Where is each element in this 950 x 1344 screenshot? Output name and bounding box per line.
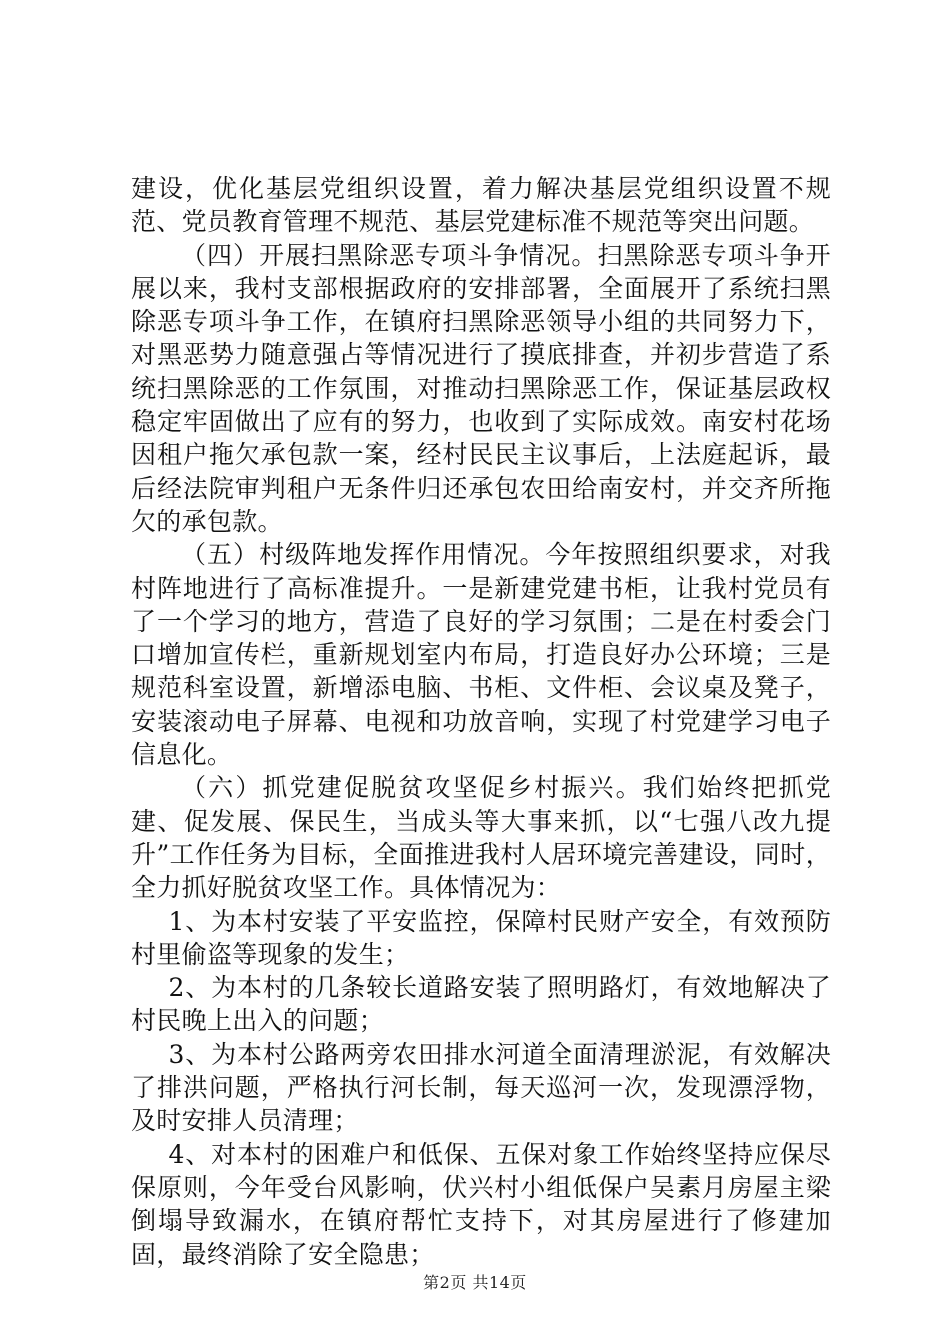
list-item-2: 2、为本村的几条较长道路安装了照明路灯，有效地解决了村民晚上出入的问题； (131, 973, 831, 1036)
paragraph-section-5: （五）村级阵地发挥作用情况。今年按照组织要求，对我村阵地进行了高标准提升。一是新建党建书柜，让我村党员有了一个学习的地方，营造了良好的学习氛围；二是在村委会门口增加宣传栏，重新规划室内布局，打造良好办公环境；三是规范科室设置，新增添电脑、书柜、文件柜、会议桌及凳子，安装滚动电子屏幕、电视和功放音响，实现了村党建学习电子信息化。 (131, 540, 831, 770)
document-body (131, 172, 831, 1271)
page-number-footer: 第2页 共14页 (423, 1273, 527, 1292)
list-item-3: 3、为本村公路两旁农田排水河道全面清理淤泥，有效解决了排洪问题，严格执行河长制，每天巡河一次，发现漂浮物，及时安排人员清理； (131, 1039, 831, 1136)
paragraph-section-4: （四）开展扫黑除恶专项斗争情况。扫黑除恶专项斗争开展以来，我村支部根据政府的安排部署，全面展开了系统扫黑除恶专项斗争工作，在镇府扫黑除恶领导小组的共同努力下，对黑恶势力随意强占等情况进行了摸底排查，并初步营造了系统扫黑除恶的工作氛围，对推动扫黑除恶工作，保证基层政权稳定牢固做出了应有的努力，也收到了实际成效。南安村花场因租户拖欠承包款一案，经村民民主议事后，上法庭起诉，最后经法院审判租户无条件归还承包农田给南安村，并交齐所拖欠的承包款。 (131, 240, 831, 536)
list-item-1: 1、为本村安装了平安监控，保障村民财产安全，有效预防村里偷盗等现象的发生； (131, 906, 831, 969)
paragraph-continuation: 建设，优化基层党组织设置，着力解决基层党组织设置不规范、党员教育管理不规范、基层党建标准不规范等突出问题。 (131, 174, 831, 237)
list-item-4: 4、对本村的困难户和低保、五保对象工作始终坚持应保尽保原则，今年受台风影响，伏兴村小组低保户吴素月房屋主梁倒塌导致漏水，在镇府帮忙支持下，对其房屋进行了修建加固，最终消除了安全隐患； (131, 1139, 831, 1269)
paragraph-section-6: （六）抓党建促脱贫攻坚促乡村振兴。我们始终把抓党建、促发展、保民生，当成头等大事来抓，以“七强八改九提升”工作任务为目标，全面推进我村人居环境完善建设，同时，全力抓好脱贫攻坚工作。具体情况为： (131, 773, 831, 903)
